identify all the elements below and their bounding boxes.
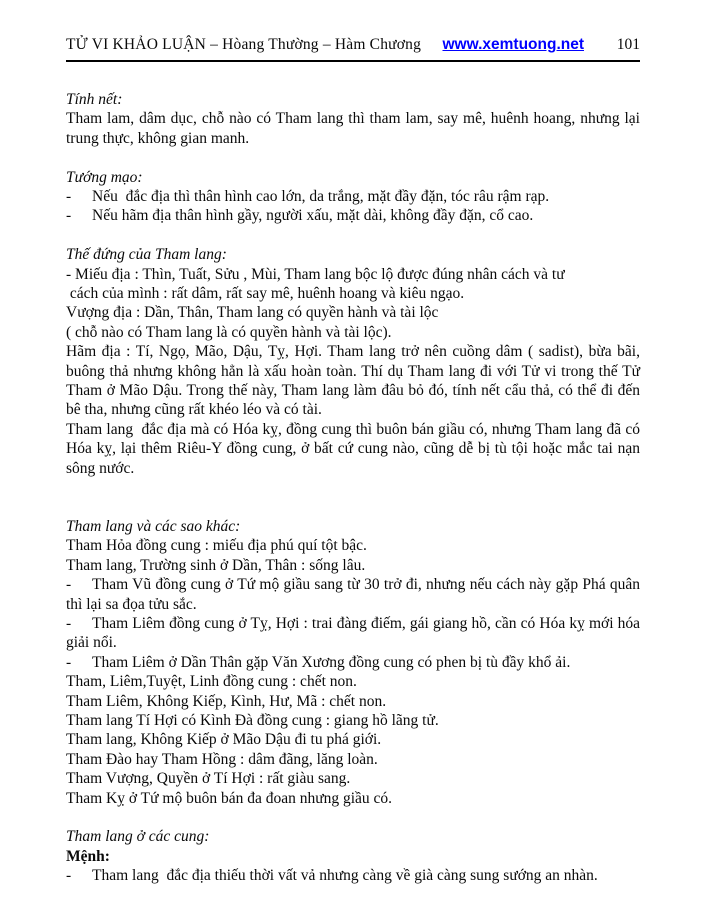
page-header: [66, 36, 640, 54]
bullet-text: Nếu hãm địa thân hình gầy, người xấu, mặt dài, không đầy đặn, cổ cao.: [92, 207, 534, 225]
text-line: Tham Vượng, Quyền ở Tí Hợi : rất giàu sang.: [66, 770, 351, 788]
section-heading: Tham lang ở các cung:: [66, 828, 210, 846]
text-line: Tham Kỵ ở Tứ mộ buôn bán đa đoan nhưng giầu có.: [66, 789, 393, 807]
bullet-text: Nếu đắc địa thì thân hình cao lớn, da trắng, mặt đầy đặn, tóc râu rậm rạp.: [92, 188, 550, 206]
header-divider: [66, 60, 640, 62]
bullet-text: Tham Liêm ở Dần Thân gặp Văn Xương đồng cung có phen bị tù đầy khổ ải.: [92, 653, 571, 671]
bullet-item: [66, 614, 644, 653]
document-title: TỬ VI KHẢO LUẬN – Hòang Thường – Hàm Chương: [66, 36, 422, 53]
bullet-dash: -: [66, 867, 72, 885]
text-line: Tham Liêm, Không Kiếp, Kình, Hư, Mã : chết non.: [66, 692, 387, 710]
text-line: Tham lang, Trường sinh ở Dần, Thân : sống lâu.: [66, 556, 366, 574]
spacer: [66, 808, 640, 827]
section-heading: Tham lang và các sao khác:: [66, 517, 241, 535]
text-line: Tham Đào hay Tham Hồng : dâm đãng, lăng loàn.: [66, 750, 378, 768]
spacer: [66, 148, 640, 167]
bullet-dash: -: [66, 653, 72, 671]
bullet-dash: -: [66, 576, 72, 594]
section-heading: Thế đứng của Tham lang:: [66, 246, 227, 264]
section-heading: Tướng mạo:: [66, 168, 143, 186]
bullet-text: Tham lang đắc địa thiếu thời vất vả nhưng càng về già càng sung sướng an nhàn.: [92, 867, 598, 885]
text-line: cách của mình : rất dâm, rất say mê, huênh hoang và kiêu ngạo.: [66, 285, 465, 303]
spacer: [66, 497, 640, 516]
text-line: Tham, Liêm,Tuyệt, Linh đồng cung : chết non.: [66, 673, 357, 691]
text-line: Tham lang, Không Kiếp ở Mão Dậu đi tu phá giới.: [66, 731, 382, 749]
bullet-item: [66, 866, 640, 885]
text-line: - Miếu địa : Thìn, Tuất, Sửu , Mùi, Tham lang bộc lộ được đúng nhân cách và tư: [66, 265, 565, 283]
bullet-text: Tham Vũ đồng cung ở Tứ mộ giầu sang từ 30 trở đi, nhưng nếu cách này gặp Phá quân thì lại sa đọa tửu sắc.: [66, 576, 644, 613]
document-body: [66, 90, 644, 886]
bullet-dash: -: [66, 188, 72, 206]
text-line: Tham Hỏa đồng cung : miếu địa phú quí tột bậc.: [66, 537, 367, 555]
bullet-item: [66, 575, 644, 614]
bullet-item: [66, 187, 640, 206]
bullet-dash: -: [66, 614, 72, 632]
spacer: [66, 478, 640, 497]
spacer: [66, 226, 640, 245]
subheading: Mệnh:: [66, 847, 110, 865]
bullet-item: [66, 653, 640, 672]
paragraph: Hãm địa : Tí, Ngọ, Mão, Dậu, Tỵ, Hợi. Tham lang trở nên cuồng dâm ( sadist), bừa bãi, buông thả nhưng không hẳn là xấu hoàn toàn. Thí dụ Tham lang đi với Tử vi trong thế Tử Tham ở Mão Dậu. Trong thế này, Tham lang làm đâu bỏ đó, tính nết cẩu thả, có thể đi đến bê tha, nhưng cũng rất khéo léo và có tài.: [66, 343, 644, 419]
text-line: Vượng địa : Dần, Thân, Tham lang có quyền hành và tài lộc: [66, 304, 439, 322]
paragraph: Tham lang đắc địa mà có Hóa kỵ, đồng cung thì buôn bán giầu có, nhưng Tham lang đã có Hóa kỵ, lại thêm Riêu-Y đồng cung, ở bất cứ cung nào, cũng dễ bị tù tội hoặc mắc tai nạn sông nước.: [66, 420, 644, 477]
bullet-item: [66, 206, 640, 225]
section-heading: Tính nết:: [66, 91, 123, 108]
website-link[interactable]: www.xemtuong.net: [442, 36, 584, 53]
paragraph: Tham lam, dâm dục, chỗ nào có Tham lang thì tham lam, say mê, huênh hoang, nhưng lại trung thực, không gian manh.: [66, 110, 644, 147]
bullet-text: Tham Liêm đồng cung ở Tỵ, Hợi : trai đàng điếm, gái giang hồ, cần có Hóa kỵ mới hóa giải nổi.: [66, 614, 644, 652]
page-number: 101: [616, 36, 640, 53]
bullet-dash: -: [66, 207, 72, 225]
text-line: Tham lang Tí Hợi có Kình Đà đồng cung : giang hồ lãng tử.: [66, 711, 439, 729]
text-line: ( chỗ nào có Tham lang là có quyền hành và tài lộc).: [66, 323, 392, 341]
